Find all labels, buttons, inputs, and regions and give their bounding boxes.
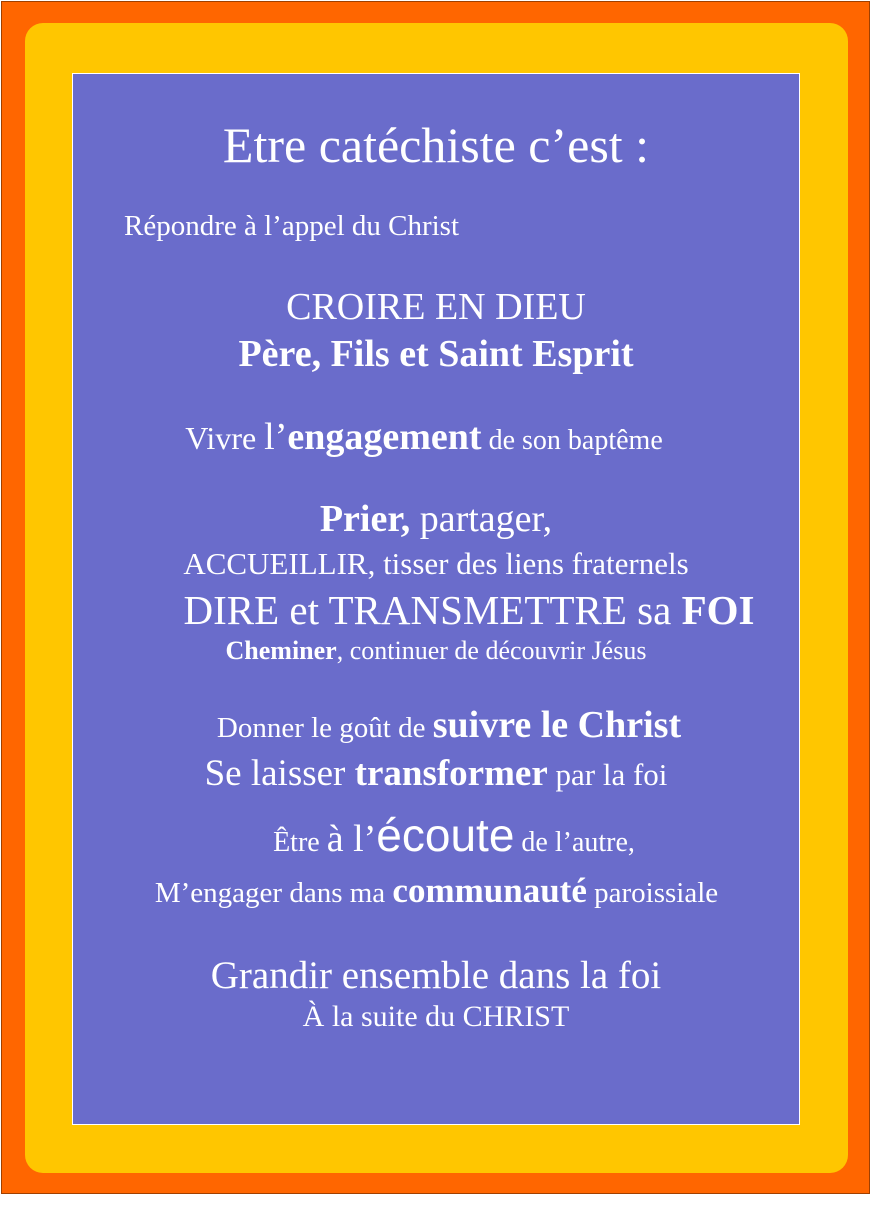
line-grandir: Grandir ensemble dans la foi: [210, 954, 662, 997]
cheminer-text: , continuer de découvrir Jésus: [336, 636, 647, 665]
laisser-text: Se laisser: [204, 753, 355, 794]
line-ecoute: [90, 809, 818, 861]
title: Etre catéchiste c’est :: [222, 117, 650, 173]
prier-partager: partager,: [410, 498, 553, 540]
communaute-text: M’engager dans ma: [154, 877, 393, 909]
donner-text: Donner le goût de: [216, 712, 433, 744]
line-dire: [85, 587, 853, 633]
line-repondre: Répondre à l’appel du Christ: [124, 210, 460, 242]
ecoute-autre: de l’autre,: [514, 827, 635, 858]
line-vivre: [60, 418, 788, 456]
dire-text: DIRE et TRANSMETTRE sa: [183, 587, 682, 633]
line-suite: À la suite du CHRIST: [302, 1000, 570, 1033]
donner-suivre: suivre le Christ: [432, 704, 682, 746]
line-cheminer: [72, 638, 800, 664]
communaute-paroissiale: paroissiale: [586, 877, 719, 909]
communaute-bold: communauté: [392, 871, 587, 910]
laisser-transformer: transformer: [354, 753, 548, 794]
line-accueillir: ACCUEILLIR, tisser des liens fraternels: [183, 546, 689, 581]
dire-foi: FOI: [681, 587, 755, 633]
line-communaute: [85, 873, 788, 908]
ecoute-etre: Être: [273, 827, 327, 858]
line-donner: [85, 706, 813, 744]
vivre-l: l’: [264, 416, 288, 458]
ecoute-word: écoute: [376, 809, 515, 861]
laisser-foi: par la foi: [547, 757, 668, 792]
line-croire: CROIRE EN DIEU: [286, 286, 586, 328]
line-laisser: [72, 755, 800, 792]
line-trinite: Père, Fils et Saint Esprit: [238, 333, 634, 375]
vivre-engagement: engagement: [287, 416, 482, 458]
vivre-bapteme: de son baptême: [481, 425, 663, 456]
ecoute-a: à l’: [326, 818, 377, 860]
line-prier: [72, 500, 800, 538]
cheminer-bold: Cheminer: [225, 636, 337, 665]
prier-bold: Prier,: [319, 498, 411, 540]
vivre-text: Vivre: [185, 420, 265, 456]
